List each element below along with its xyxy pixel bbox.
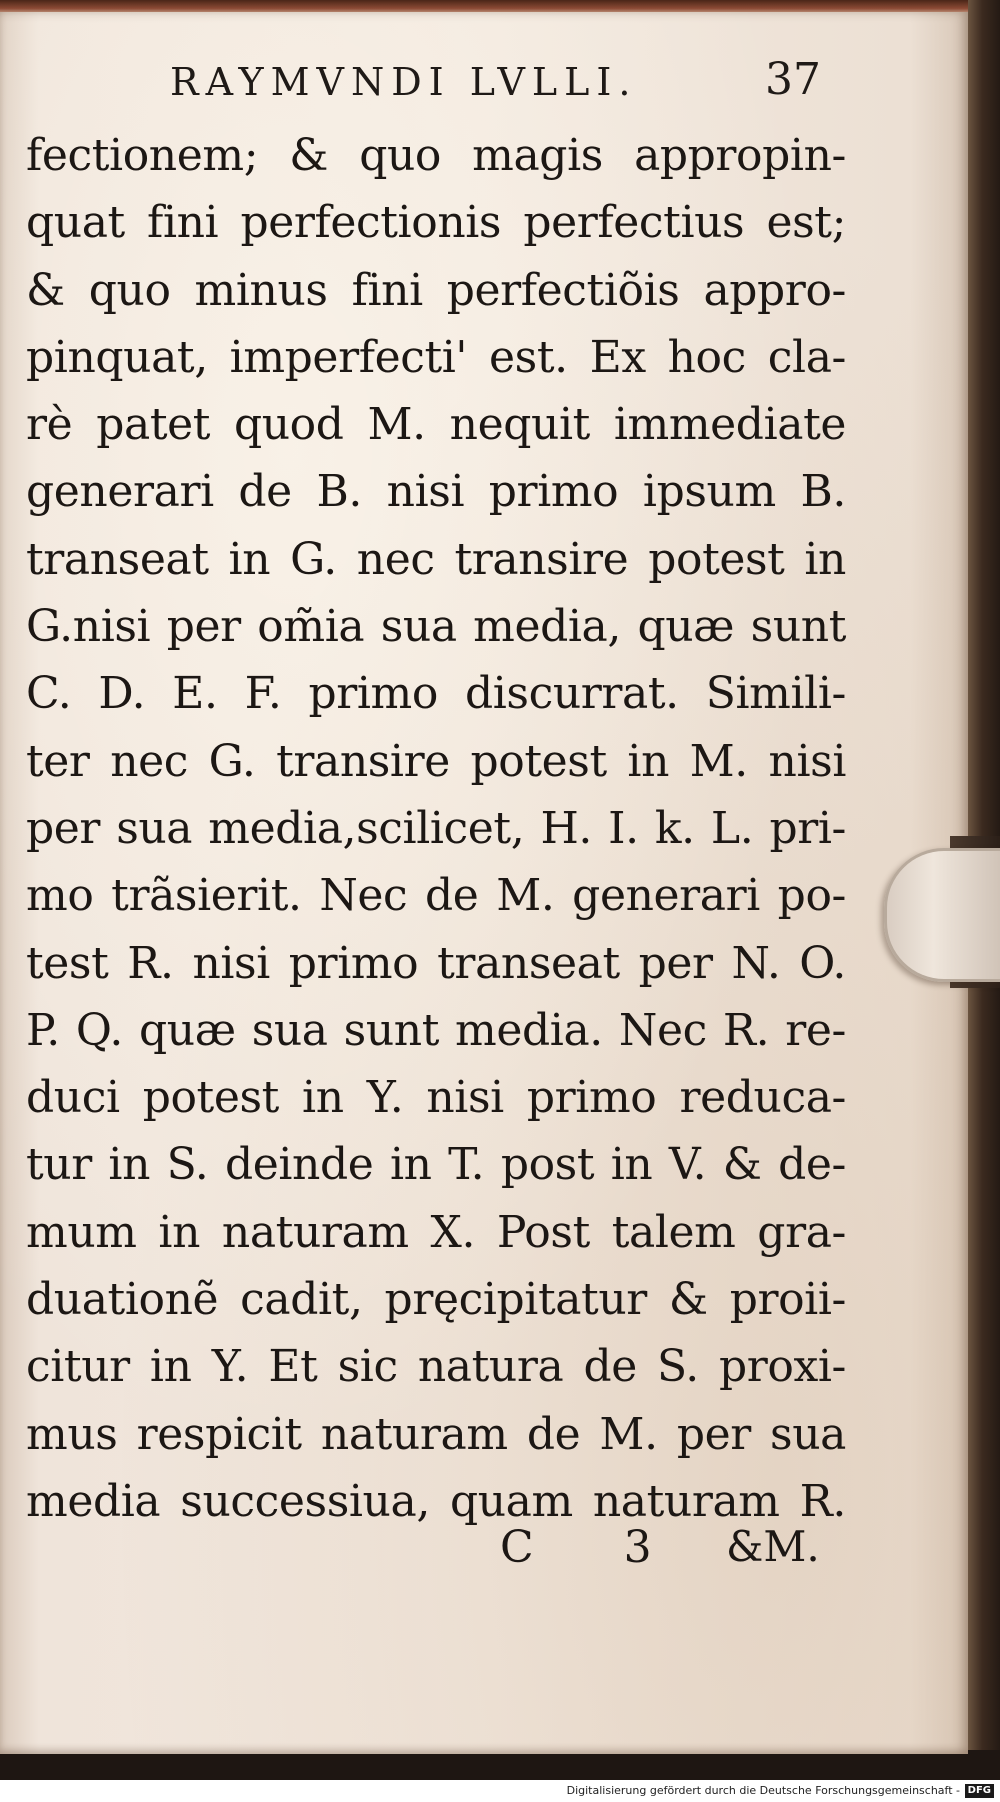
text-line: mo trãsierit. Nec de M. generari po- <box>26 870 846 922</box>
text-line: transeat in G. nec transire potest in <box>26 533 846 585</box>
catchword: &M. <box>726 1522 820 1571</box>
text-line: & quo minus fini perfectiõis appro- <box>26 264 846 316</box>
credit-text: Digitalisierung gefördert durch die Deutsche Forschungsgemeinschaft - <box>566 1784 960 1797</box>
text-line: mus respicit naturam de M. per sua <box>26 1408 846 1460</box>
signature-mark: C 3 <box>500 1522 690 1573</box>
running-title: RAYMVNDI LVLLI. <box>170 60 638 104</box>
page-footer <box>60 1522 840 1592</box>
digitization-credit <box>0 1780 1000 1802</box>
text-line: G.nisi per om̃ia sua media, quæ sunt <box>26 601 846 653</box>
text-line: quat fini perfectionis perfectius est; <box>26 197 846 249</box>
text-line: per sua media,scilicet, H. I. k. L. pri- <box>26 802 846 854</box>
text-line: media successiua, quam naturam R. <box>26 1475 846 1527</box>
text-line: citur in Y. Et sic natura de S. proxi- <box>26 1341 846 1393</box>
text-line: P. Q. quæ sua sunt media. Nec R. re- <box>26 1004 846 1056</box>
page-number: 37 <box>765 54 821 105</box>
text-line: duationẽ cadit, pręcipitatur & proii- <box>26 1274 846 1326</box>
text-line: mum in naturam X. Post talem gra- <box>26 1206 846 1258</box>
running-header <box>60 54 840 114</box>
text-line: C. D. E. F. primo discurrat. Simili- <box>26 668 846 720</box>
book-bottom-edge <box>0 1750 1000 1780</box>
page-clip <box>884 848 1000 982</box>
text-line: rè patet quod M. nequit immediate <box>26 399 846 451</box>
text-line: fectionem; & quo magis appropin- <box>26 130 846 181</box>
text-line: generari de B. nisi primo ipsum B. <box>26 466 846 518</box>
text-line: test R. nisi primo transeat per N. O. <box>26 937 846 989</box>
dfg-logo: DFG <box>965 1784 994 1798</box>
text-line: ter nec G. transire potest in M. nisi <box>26 735 846 787</box>
text-line: tur in S. deinde in T. post in V. & de- <box>26 1139 846 1191</box>
body-text <box>26 122 846 1535</box>
book-page <box>0 12 968 1754</box>
text-line: duci potest in Y. nisi primo reduca- <box>26 1072 846 1124</box>
text-line: pinquat, imperfecti' est. Ex hoc cla- <box>26 331 846 383</box>
